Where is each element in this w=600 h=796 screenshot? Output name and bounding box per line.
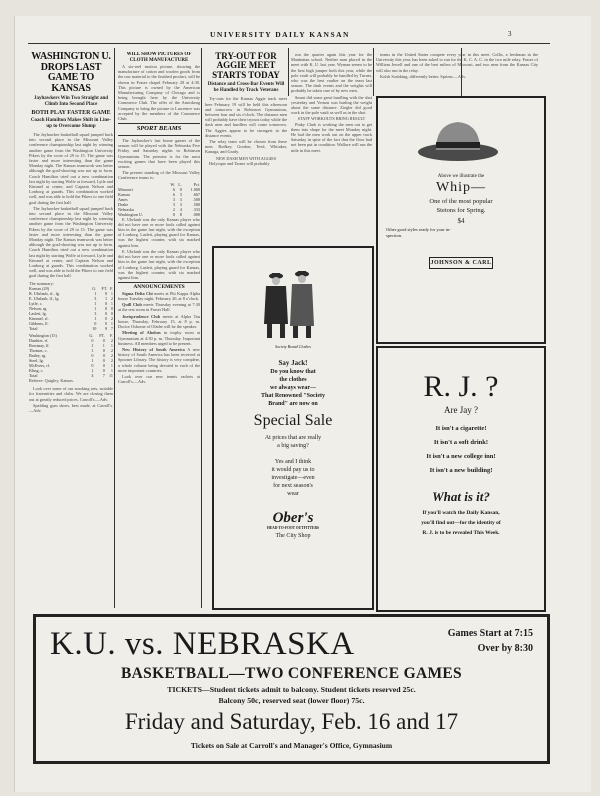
announcement-title: Sigma Delta Chi [122,290,153,296]
banner-title: K.U. vs. NEBRASKA [50,626,355,662]
headline-cloth-pictures: WILL SHOW PICTURES OF CLOTH MANUFACTURE [126,52,192,63]
table-cell: 1 [110,362,113,368]
table-cell: 2 [110,337,113,343]
table-cell: 0 [91,337,94,343]
ad-gym-shoes: Spalding gym shoes, best made, at Carroll's.—Adv. [29,402,113,413]
ad-line: it would pay us to [271,467,315,473]
table-cell: 3 [179,196,182,202]
table-header: Kansas (29) [29,285,50,291]
ad-ku-nebraska [33,614,550,764]
announcement-text: in trophy room at Gymnasium at 4:30 p. m. Thursday. Important business. All members urged to be present. [118,330,200,346]
tickets-sale: Tickets on Sale at Carroll's and Manager's Office, Gymnasium [190,741,393,750]
column-rule [114,48,115,608]
ad-line: wear [287,491,299,497]
table-cell: 0 [105,310,108,316]
table-header: L. [178,181,182,187]
box-score-kansas [29,286,113,331]
table-header: F. [109,332,113,338]
table-cell: 0 [105,320,108,326]
ad-line: investigate—even [271,475,315,481]
announcement-text: meets at Alpha Tau house, Thursday, February 15, at 8 p. m. Doctor Osborne of Olathe will be the speaker. [118,313,200,330]
announcement-text: meets Thursday evening at 7:30 at the rest room in Fraser Hall. [118,302,200,313]
ad-line: we always wear— [270,385,316,391]
table-cell: Bailey, rg. [29,352,47,358]
ad-line: Yes and I think [274,459,312,465]
whip-name: Whip— [435,180,487,195]
table-cell: 9 [105,325,108,331]
table-cell: 0 [102,367,105,373]
summary-title: The summary: [29,280,54,286]
table-cell: Missouri [118,186,133,192]
table-row [29,326,113,331]
referee-line: Referee: Quigley, Kansas. [29,377,74,383]
table-cell: Total [29,372,38,378]
table-cell: E. Uhrlaub, lf., lg. [29,295,60,301]
table-cell: 0 [94,320,97,326]
table-cell: 1 [110,300,113,306]
table-cell: 1 [91,357,94,363]
table-cell: 2 [110,347,113,353]
whip-line: One of the most popular [429,198,493,205]
sports-more: E. Uhrlaub was the only Kansas player who did not have one or more fouls called against him in the game last night, with the exception of Lonborg. Laslett, playing guard for Kansas, was the highest counter, with six marked against him. [118,216,200,248]
deck-jayhawkers: Jayhawkers Win Two Straight and Climb Into Second Place [33,96,109,107]
table-cell: Kansas [118,191,131,197]
table-cell: 0 [91,352,94,358]
table-cell: 1.000 [190,186,200,192]
ad-whip-hat [376,96,546,344]
table-cell: Nebraska [118,206,134,212]
table-cell: 4 [179,206,182,212]
ad-line: for next season's [273,483,313,489]
obers-logo: Ober's [272,510,314,526]
table-cell: Thomas, c. [29,347,48,353]
table-cell: 0 [105,305,108,311]
table-cell: 1 [110,290,113,296]
ad-tennis-rackets: Look over our new tennis rackets at Carroll's.—Adv. [118,373,200,385]
banner-dates: Friday and Saturday, Feb. 16 and 17 [124,709,459,734]
table-cell: 0 [179,186,182,192]
whip-line: Stetons for Spring. [436,207,486,214]
divider [118,135,200,136]
table-cell: 3 [172,201,175,207]
table-header: FT. [101,285,108,291]
c4-body2: Smart did some great hurdling with the shot yesterday and Vernon was hurling the weight about the same distance. Ziegler did good work in the pole vault as well as in the shot. [291,94,372,116]
table-cell: 2 [110,315,113,321]
table-cell: R. Uhrlaub, rf., lg. [29,290,60,296]
table-cell: 1 [91,342,94,348]
obers-tagline: HEAD-TO-FOOT OUTFITTERS [266,526,320,530]
announcement-title: Meeting of Ahobus [122,330,161,336]
rj-line: It isn't a new building! [429,467,493,474]
table-header: FT. [99,332,105,338]
table-cell: 2 [172,206,175,212]
table-cell: 0 [102,362,105,368]
table-cell: 1 [94,315,97,321]
table-cell: 8 [179,211,182,217]
deck-faster-game: BOTH PLAY FASTER GAME [31,110,111,116]
table-cell: 10 [92,325,97,331]
table-cell: Steel, lg. [29,357,44,363]
table-cell: .333 [192,206,200,212]
table-cell: .500 [192,196,200,202]
table-cell: 3 [94,295,97,301]
table-cell: 1 [110,342,113,348]
ad-line: a big saving? [277,443,309,449]
announcement-title: Jurisprudence Club [122,313,161,319]
c4-body3: Pinky Clark is working the men out to get them into shape for the meet Monday night. He had the men work out on the upper track Saturday in spite of the fact that the floor had not been put in condition. Wallace will run the mile in this meet. [291,121,372,153]
headline-aggie-meet: TRY-OUT FOR AGGIE MEET STARTS TODAY [212,52,280,80]
column-pictures-sports [118,52,200,608]
table-cell: Drake [118,201,129,207]
table-cell: 7 [102,372,105,378]
announcement-title: Quill Club [122,302,142,308]
johnson-carl-text: JOHNSON & CARL [430,260,492,266]
table-header: F. [109,285,113,291]
society-brand-caption: Society Brand Clothes [275,344,311,349]
table-cell: 6 [172,186,175,192]
c4-body: run the quarter again this year for the Manhattan school. Neither man placed in the meet with K. U. last year. Wyman seems to be the best high jumper both this year, while the pole vault will probably be handled by Turner, who was the best vaulter on the team last season. The dash events and the weights will probably be taken care of by new men. [291,52,372,94]
table-cell: 2 [110,357,113,363]
table-cell: Dunhier, rf. [29,337,49,343]
box-score-washington [29,333,113,378]
table-cell: 1 [110,320,113,326]
table-cell: 1 [94,305,97,311]
table-cell: 0 [102,347,105,353]
column-rule [288,48,289,96]
table-header: G. [89,332,94,338]
deck-hamilton: Coach Hamilton Makes Shift in Line-up to Overcome Slump [30,118,112,129]
whip-line: Above we illustrate the [437,174,485,179]
table-cell: Bowmay, lf. [29,342,50,348]
table-cell: 1 [110,367,113,373]
tickets-line: TICKETS—Student tickets admit to balcony. Student tickets reserved 25c. [167,685,416,694]
column-rule [201,48,202,608]
aggie-body2: The relay team will be chosen from these men: Rodkey, Gordon, Teed, Whitaker, Kanaga, and Grady. [205,138,287,155]
table-header: Washington (15) [29,332,57,338]
masthead-rule [28,43,550,44]
table-cell: 3 [179,201,182,207]
announcement-text: A new history of South America has been received at Spooner Library. The history is very complete, a whole volume being devoted to each of the more important countries. [118,346,200,373]
table-header: Pct. [193,181,200,187]
table-cell: 3 [179,191,182,197]
table-cell: Washington U. [118,211,144,217]
aggie-body3: Holyoque and Tarner will probably [209,160,270,166]
c5-body2: Kolsh Soshking, differently better. Sprims.—Adv. [380,73,467,79]
c4-subhead: STAFF WORKOUTS BRING RESULT [297,116,366,122]
sports-body: The Jayhawker's last home games of the season will be played with the Nebraska Five Friday and Saturday nights in Robinson Gymnasium. The promise is for the most exciting games that have been played this season. [118,138,200,170]
divider [118,282,200,283]
whip-line: spection. [386,233,403,238]
table-cell: 1 [91,347,94,353]
whip-price: $4 [457,217,465,225]
ad-line: Do you know that [270,369,316,375]
table-cell: 11 [108,372,113,378]
rj-line: R. J. is to be revealed This Week. [422,530,500,536]
table-cell: Ames [118,196,128,202]
table-cell: 1 [91,367,94,373]
special-sale: Special Sale [253,412,333,429]
table-cell: Kimmel, rf. [29,315,49,321]
rj-line: you'll find out—for the identity of [421,520,501,526]
table-cell: .500 [192,201,200,207]
column-aggie-meet [205,52,287,202]
table-cell: Kling, c. [29,367,44,373]
headline-sport-beams: SPORT BEAMS [136,125,182,133]
divider [118,123,200,124]
table-cell: 0 [91,362,94,368]
column-basketball-story [29,52,113,608]
table-cell: 1 [105,295,108,301]
table-cell: 4 [91,372,94,378]
ad-line: the clothes [279,377,307,383]
ad-line: Brand" are now on [268,401,318,407]
ad-line: Say Jack! [278,359,308,367]
rj-subtitle: Are Jay ? [444,405,478,415]
table-cell: 1 [94,300,97,306]
table-cell: 2 [110,295,113,301]
story-body-repeat: The Jayhawker basketball squad jumped back into second place in the Missouri Valley conference championship last night by winning another game from the Washington University Pikers by the score of 29 to 15. The game was faster and more interesting than the game Monday night. The Kansas teamwork was better although the goal-shooting was not up to form. Coach Hamilton tried out a new combination last night by starting Wolfe at forward, Lytle and Kimmel at center, and Captain Nelson and Lonborg at guards. This combination worked well, and was able to hold the Pikers to one field goal during the first half. [29,205,113,279]
table-header: G. [92,285,97,291]
rj-title: R. J. ? [423,370,499,403]
city-shop: The City Shop [275,533,311,539]
table-cell: Total [29,325,38,331]
games-start: Games Start at 7:15 [447,628,533,639]
table-cell: 2 [110,352,113,358]
headline-announcements: ANNOUNCEMENTS [133,284,185,291]
table-cell: 0 [105,315,108,321]
table-cell: 0 [172,211,175,217]
table-cell: Lytle, c. [29,300,43,306]
story-body: The Jayhawker basketball squad jumped back into second place in the Missouri Valley conference championship last night by winning another game from the Washington University Pikers by the score of 29 to 15. The game was faster and more interesting than the game Monday night. The Kansas teamwork was better although the goal-shooting was not up to form. Coach Hamilton tried out a new combination last night by starting Wolfe at forward, Lytle and Kimmel at center, and Captain Nelson and Lonborg at guards. This combination worked well, and was able to hold the Pikers to one field goal during the first half. [29,132,113,205]
whip-line: Other good styles ready for your in- [386,227,451,232]
column-aggie-continued [291,52,372,200]
ad-line: At prices that are really [264,435,322,441]
hat-icon [378,112,538,168]
table-cell: 7 [110,325,113,331]
table-cell: McEvers, rf. [29,362,51,368]
table-cell: 3 [172,196,175,202]
standing-intro: The present standing of the Missouri Valley Conference teams is: [118,170,200,181]
table-cell: Gibbens, lf. [29,320,49,326]
page-number: 3 [508,30,512,38]
table-cell: 0 [102,352,105,358]
table-cell: 0 [110,305,113,311]
two-men-illustration [214,264,368,344]
rj-line: If you'll watch the Daily Kansan, [422,510,500,516]
rj-what: What is it? [432,489,490,504]
ad-smoking-sets: Look over some of our smoking sets, suitable for fraternities and clubs. We are closing them out at greatly reduced prices. Carroll's.—Adv. [29,386,113,402]
games-over: Over by 8:30 [477,643,533,654]
table-cell: 0 [110,310,113,316]
rj-line: It isn't a new college inn! [426,453,496,460]
cloth-body: A six-reel motion picture, showing the manufacture of cotton and woolen goods from the raw material to the finished product, will be shown in Fraser chapel February 28 at 4:30. This picture is owned by the American Manufacturing Company of Chicago and is being brought here by the University Commerce Club. The offer of the Amoskeag Company to bring the picture to Lawrence was accepted by the members of the Commerce Club. [118,64,200,122]
sports-more-repeat: E. Uhrlaub was the only Kansas player who did not have one or more fouls called against him in the game last night, with the exception of Lonborg. Laslett, playing guard for Kansas, was the highest counter, with six marked against him. [118,248,200,280]
announcement-text: meets at Phi Kappa Alpha house Tuesday night, February 20, at 8 o'clock. [118,290,200,302]
johnson-carl-logo [429,257,493,269]
ad-line: That Renowned "Society [261,393,325,399]
table-cell: .667 [192,191,200,197]
banner-subtitle: BASKETBALL—TWO CONFERENCE GAMES [121,665,462,682]
table-cell: 0 [102,357,105,363]
masthead: UNIVERSITY DAILY KANSAN [210,30,350,39]
ad-society-brand [212,246,374,610]
table-cell: 3 [94,310,97,316]
tickets-line: Balcony 50c, reserved seat (lower floor) 75c. [218,696,365,705]
column-rule [373,48,374,96]
aggie-subhead: NEW DASH MEN WITH AGGIES [215,155,277,161]
table-cell: 0 [102,337,105,343]
table-cell: Nelson, rg. [29,305,48,311]
announcement-title: New History of South America [122,346,185,352]
table-cell: 1 [102,342,105,348]
deck-distance: Distance and Cross-Bar Events Will be Handled by Track Veterans [207,82,285,94]
standings-table [118,182,200,217]
column-relay [376,52,538,92]
table-cell: 0 [105,290,108,296]
c5-body: teams in the United States compete every year in this meet. Collis, a freshman in the University this year, has been asked to run for the K. C. A. C. in the two mile relay. Fraser of William Jewell and one of the best milers of Missouri, and two men from the Kansas City will also run in the relay. [376,52,538,73]
table-cell: Laslett, lg. [29,310,47,316]
rj-line: It isn't a soft drink! [433,439,489,446]
table-header: W. [170,181,175,187]
aggie-body: Try-outs for the Kansas Aggie track meet here February 19 will be held this afternoon and tomorrow in Robinson Gymnasium, between four and six o'clock. The distance men will probably have their tryouts today while the dash men and hurdlers will come tomorrow. The Aggies appear to be strongest in the distance events. [205,96,287,138]
table-cell: 1 [94,290,97,296]
ad-rj [376,346,546,612]
rj-line: It isn't a cigarette! [435,425,487,432]
table-cell: 0 [105,300,108,306]
table-cell: .000 [192,211,200,217]
headline-washington: WASHINGTON U. DROPS LAST GAME TO KANSAS [31,52,111,94]
table-cell: 6 [172,191,175,197]
